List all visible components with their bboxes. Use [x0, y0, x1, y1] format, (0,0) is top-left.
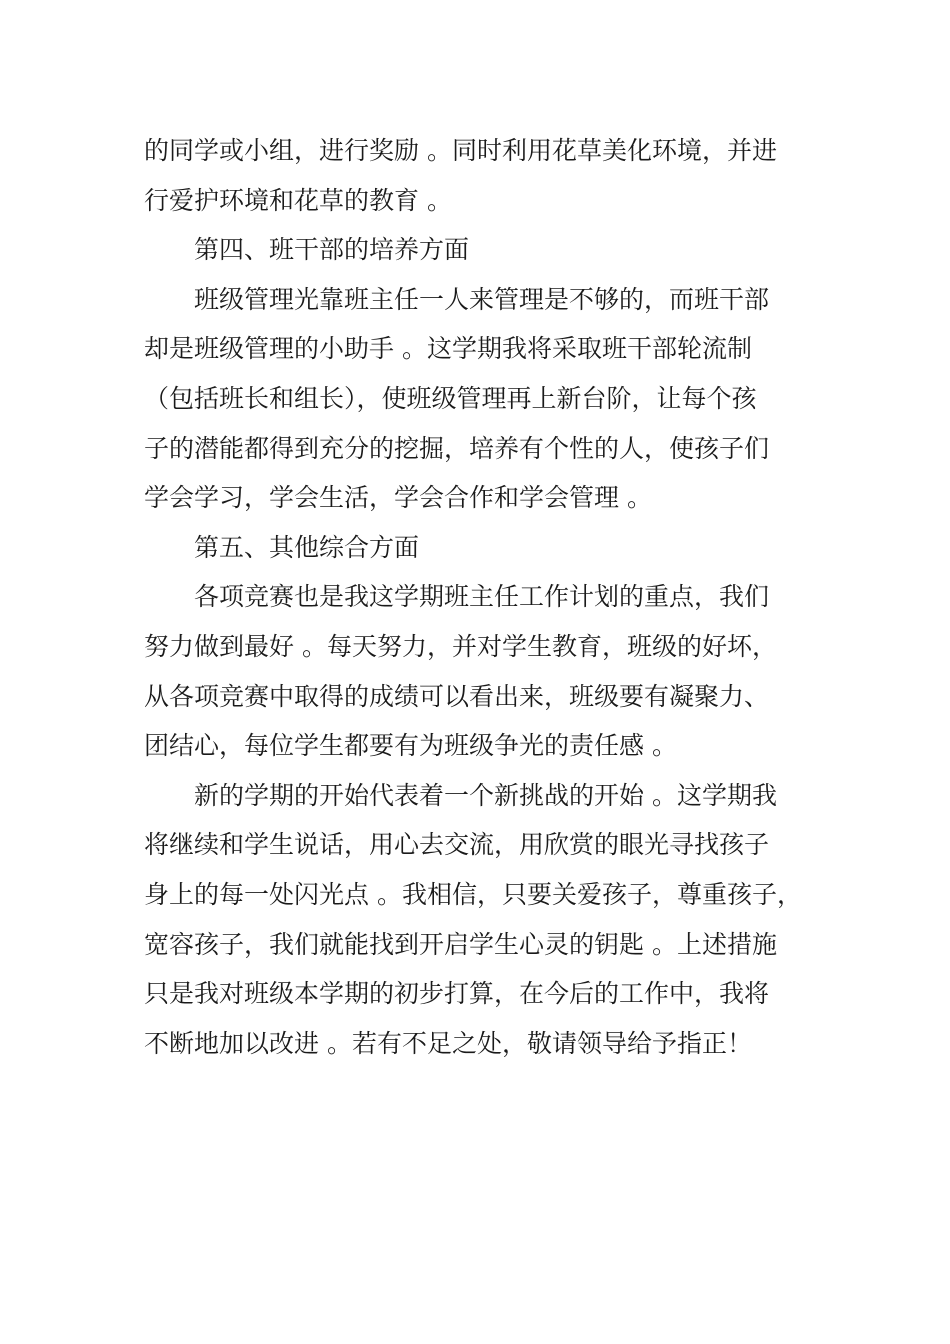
- text-line: 班级管理光靠班主任一人来管理是不够的，而班干部: [194, 284, 770, 314]
- section-heading: 第五、其他综合方面: [194, 532, 420, 562]
- document-body: [144, 126, 824, 1068]
- text-line: 从各项竞赛中取得的成绩可以看出来，班级要有凝聚力、: [144, 681, 770, 711]
- text-line: 的同学或小组，进行奖励 。同时利用花草美化环境，并进: [144, 136, 777, 165]
- text-line: 学会学习，学会生活，学会合作和学会管理 。: [144, 483, 652, 513]
- text-line: 各项竞赛也是我这学期班主任工作计划的重点，我们: [194, 582, 770, 612]
- text-line: 身上的每一处闪光点 。我相信，只要关爱孩子，尊重孩子，: [144, 879, 802, 909]
- text-line: 新的学期的开始代表着一个新挑战的开始 。这学期我: [194, 780, 777, 810]
- text-line: 却是班级管理的小助手 。这学期我将采取班干部轮流制: [144, 334, 752, 364]
- text-line: 只是我对班级本学期的初步打算，在今后的工作中，我将: [144, 979, 770, 1009]
- text-line: 宽容孩子，我们就能找到开启学生心灵的钥匙 。上述措施: [144, 929, 777, 959]
- text-line: 行爱护环境和花草的教育 。: [144, 185, 452, 215]
- text-line: （包括班长和组长），使班级管理再上新台阶，让每个孩: [144, 383, 757, 413]
- text-line: 不断地加以改进 。若有不足之处，敬请领导给予指正！: [144, 1028, 752, 1058]
- text-line: 子的潜能都得到充分的挖掘，培养有个性的人，使孩子们: [144, 433, 770, 463]
- text-line: 将继续和学生说话，用心去交流，用欣赏的眼光寻找孩子: [144, 830, 770, 860]
- text-line: 团结心，每位学生都要有为班级争光的责任感 。: [144, 731, 677, 761]
- section-heading: 第四、班干部的培养方面: [194, 235, 470, 265]
- text-line: 努力做到最好 。每天努力，并对学生教育，班级的好坏，: [144, 631, 777, 661]
